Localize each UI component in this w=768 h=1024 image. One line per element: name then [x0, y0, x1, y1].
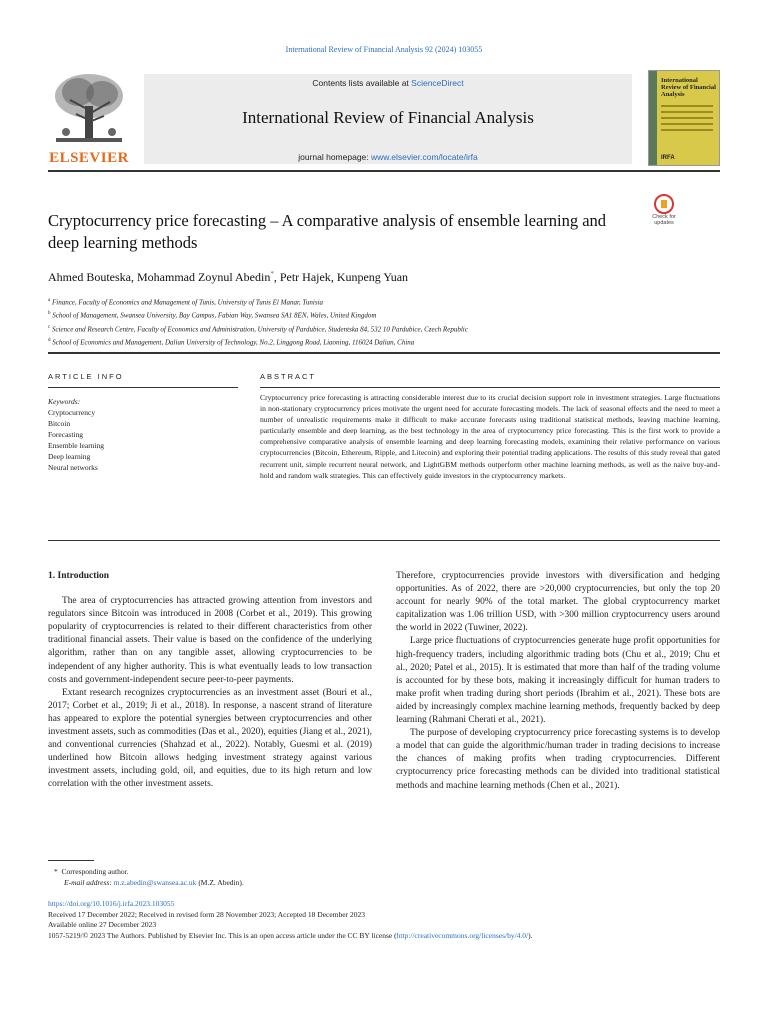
abstract-bottom-rule: [48, 540, 720, 541]
author-name[interactable]: Petr Hajek: [279, 270, 331, 284]
homepage-line: [144, 152, 632, 162]
license-link[interactable]: http://creativecommons.org/licenses/by/4.0/: [396, 930, 529, 940]
keyword: Deep learning: [48, 452, 91, 461]
cover-label: IRFA: [661, 155, 675, 161]
body-right-column: [396, 570, 720, 793]
affiliation: $^b$ School of Management, Swansea University, Bay Campus, Fabian Way, Swansea SA1 8EN, Wales, United Kingdom: [48, 311, 377, 320]
section-heading-introduction: 1. Introduction: [48, 571, 110, 581]
journal-cover-image[interactable]: [648, 70, 720, 166]
body-paragraph: Extant research recognizes cryptocurrencies as an investment asset (Bouri et al., 2017; Corbet et al., 2019; Ji et al., 2018). In response, a nascent strand of literature has appeared to explore the potential synergies between cryptocurrencies and other investment assets, such as commodities (Das et al., 2020), equities (Jiang et al., 2021), and conventional currencies (Shahzad et al., 2022). Notably, Guesmi et al. (2019) underlined how Bitcoin allows hedging investment strategy against various investment assets, including gold, oil, and equities, due to its high return and low correlation with the other investment assets.: [48, 687, 372, 790]
body-paragraph: The area of cryptocurrencies has attracted growing attention from investors and regulators since Bitcoin was introduced in 2008 (Corbet et al., 2019). This growing popularity of cryptocurrencies is related to their different characteristics from other traditional financial assets. Their value is based on the confidence of the underlying algorithm, rather than on any tangible asset, allowing cryptocurrencies to be independent of any higher authority. This is what eventually leads to low transaction costs and government-independent secure peer-to-peer payments.: [48, 596, 372, 685]
body-paragraph: Large price fluctuations of cryptocurrencies generate huge profit opportunities for high-frequency traders, including algorithmic trading bots (Chu et al., 2019; Chu et al., 2020; Patel et al., 2015). It is estimated that more than half of the trading volume is accounted for by these bots, making it increasingly difficult for human traders to make profit when trading during short periods (Ibrahim et al., 2021). These bots are aided by increasingly complex machine learning methods, frequently backed by deep learning (Rahmani Cherati et al., 2021).: [396, 636, 720, 726]
journal-reference[interactable]: International Review of Financial Analysis 92 (2024) 103055: [285, 45, 483, 54]
keyword: Ensemble learning: [48, 441, 105, 450]
corresponding-author-mark[interactable]: *: [270, 270, 274, 278]
affiliation: $^c$ Science and Research Centre, Faculty of Economics and Administration, University of Pardubice, Studentska 84, 532 10 Pardubice, Czech Republic: [48, 324, 468, 333]
body-left-column: [48, 570, 372, 792]
article-title: Cryptocurrency price forecasting – A comparative analysis of ensemble learning and deep learning methods: [48, 211, 607, 252]
affiliation: $^a$ Finance, Faculty of Economics and Management of Tunis, University of Tunis El Manar, Tunisia: [48, 298, 324, 307]
sciencedirect-link[interactable]: ScienceDirect: [411, 78, 464, 88]
body-paragraph: The purpose of developing cryptocurrency price forecasting systems is to develop a model that can guide the algorithmic/human trader in trading decisions to increase the chances of making profits when trading cryptocurrencies. Different cryptocurrency price forecasting methods can be divided into traditional statistical methods and machine learning methods (Chen et al., 2021).: [396, 728, 720, 791]
affil-rule: [48, 352, 720, 354]
check-updates-line1: Check for: [652, 214, 676, 220]
keyword: Forecasting: [48, 430, 83, 439]
cover-lines: [661, 105, 713, 135]
author-list: Ahmed Bouteska, Mohammad Zoynul Abedin*, Petr Hajek, Kunpeng Yuan: [48, 270, 409, 284]
cover-title: International Review of Financial Analysis: [661, 77, 716, 98]
homepage-link[interactable]: www.elsevier.com/locate/irfa: [371, 152, 478, 162]
publisher-name: ELSEVIER: [49, 150, 129, 166]
received-dates: Received 17 December 2022; Received in revised form 28 November 2023; Accepted 18 December 2023: [48, 909, 365, 919]
email-line: E-mail address: m.z.abedin@swansea.ac.uk (M.Z. Abedin).: [64, 878, 244, 887]
abstract-text: Cryptocurrency price forecasting is attracting considerable interest due to its crucial decision support role in investment strategies. Large fluctuations in non-stationary cryptocurrency prices motivate the urgent need for accurate forecasting models. The lack of seasonal effects and the need to meet a number of unrealistic requirements make it difficult to make accurate forecasts using traditional statistical methods, leaving machine learning, particularly ensemble and deep learning, as the best technology in the area of cryptocurrency price forecasting. This is the first work to provide a comprehensive comparative analysis of ensemble learning and deep learning forecasting models, examining their relative performance on various cryptocurrencies (Bitcoin, Ethereum, Ripple, and Litecoin) and exploring their potential trading applications. The results of this study reveal that gated recurrent unit, simple recurrent neural network, and LightGBM methods outperform other machine learning methods, as well as the naive buy-and-hold and random walk strategies. This can effectively guide investors in the cryptocurrency markets.: [260, 393, 720, 480]
journal-title: International Review of Financial Analysis: [242, 108, 534, 127]
keywords-block: [48, 396, 228, 473]
check-updates-icon: [654, 194, 674, 214]
author-name[interactable]: Ahmed Bouteska: [48, 270, 131, 284]
abstract-label: ABSTRACT: [260, 372, 317, 381]
contents-line: [144, 78, 632, 88]
affiliation: $^d$ School of Economics and Management, Dalian University of Technology, No.2, Linggong Road, Liaoning, 116024 Dalian, China: [48, 337, 415, 347]
keywords-label: Keywords:: [48, 397, 81, 406]
author-name[interactable]: Mohammad Zoynul Abedin: [137, 270, 271, 284]
email-link[interactable]: m.z.abedin@swansea.ac.uk: [113, 878, 197, 887]
contents-prefix: Contents lists available at: [312, 78, 412, 88]
homepage-prefix: journal homepage:: [298, 152, 371, 162]
corresponding-author-note: * Corresponding author.: [54, 867, 129, 876]
keyword: Cryptocurrency: [48, 408, 96, 417]
keyword: Neural networks: [48, 463, 98, 472]
body-paragraph: Therefore, cryptocurrencies provide investors with diversification and hedging opportunities. As of 2022, there are >20,000 cryptocurrencies, but only the top 20 account for nearly 90% of the total market. The global cryptocurrency market capitalization was 1.06 trillion USD, with >300 million cryptocurrency users around the world in 2022 (Tuwiner, 2022).: [396, 571, 720, 634]
keyword: Bitcoin: [48, 419, 71, 428]
header-banner: [144, 74, 632, 164]
doi-link[interactable]: https://doi.org/10.1016/j.irfa.2023.103055: [48, 899, 175, 908]
license-line: 1057-5219/© 2023 The Authors. Published by Elsevier Inc. This is an open access article under the CC BY license (http://creativecommons.org/licenses/by/4.0/).: [48, 930, 533, 940]
journal-header: [48, 70, 720, 166]
header-rule: [48, 170, 720, 172]
publication-info: [48, 899, 728, 941]
check-for-updates-badge[interactable]: [646, 194, 682, 230]
footnote: [54, 866, 714, 888]
article-info-rule: [48, 387, 238, 388]
check-updates-line2: updates: [654, 220, 674, 226]
available-online: Available online 27 December 2023: [48, 920, 157, 929]
author-name[interactable]: Kunpeng Yuan: [336, 270, 409, 284]
abstract-rule: [260, 387, 720, 388]
affiliations: [48, 295, 728, 348]
article-info-label: ARTICLE INFO: [48, 372, 124, 381]
footnote-rule: [48, 860, 94, 861]
cover-strip: [649, 71, 657, 165]
